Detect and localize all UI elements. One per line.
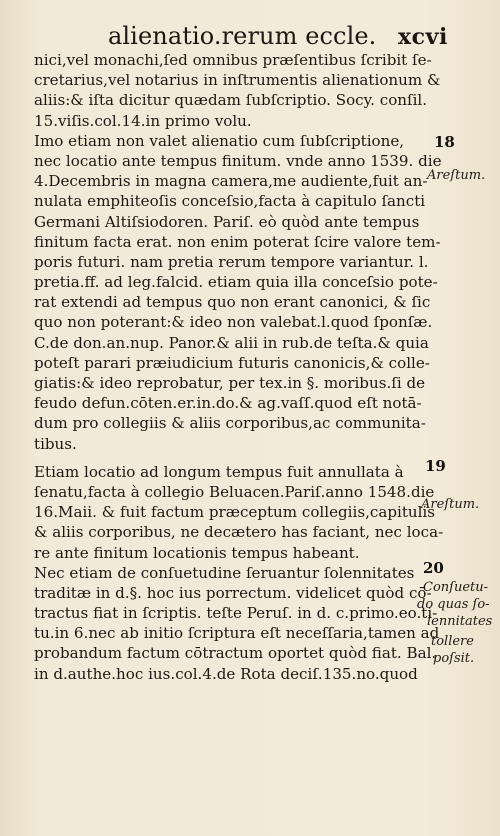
text-line: tu.in 6.nec ab initio ſcriptura eſt neceſſaria,tamen ad <box>34 624 440 643</box>
margin-note: Areſtum. <box>427 168 486 183</box>
margin-note: do quas ſo- <box>417 597 490 612</box>
text-line: 16.Maii. & fuit factum præceptum collegiis,capitulis <box>34 503 436 522</box>
margin-note: Areſtum. <box>421 497 480 512</box>
text-line: nulata emphiteoſis conceſsio,facta à capitulo ſancti <box>34 192 426 211</box>
margin-note-number: 20 <box>423 559 444 577</box>
text-line: C.de don.an.nup. Panor.& alii in rub.de teſta.& quia <box>34 333 429 352</box>
text-line: nec locatio ante tempus finitum. vnde anno 1539. die <box>34 151 442 170</box>
text-line: feudo defun.cōten.er.in.do.& ag.vaſſ.quod eſt notā- <box>34 394 422 413</box>
text-line: rat extendi ad tempus quo non erant canonici, & ſic <box>34 293 431 312</box>
text-line: giatis:& ideo reprobatur, per tex.in §. moribus.ſi de <box>34 374 426 392</box>
margin-note: Conſuetu- <box>423 580 489 595</box>
text-line: finitum facta erat. non enim poterat ſcire valore tem- <box>34 232 441 251</box>
text-line: 15.viſis.col.14.in primo volu. <box>34 111 252 130</box>
text-line: in d.authe.hoc ius.col.4.de Rota deciſ.135.no.quod <box>34 664 418 683</box>
text-line: quo non poterant:& ideo non valebat.l.quod ſponſæ. <box>34 313 433 332</box>
margin-note: lennitates <box>427 614 493 629</box>
paragraph-gap <box>34 454 426 462</box>
text-line: re ante finitum locationis tempus habeant. <box>34 543 360 562</box>
text-line: poteſt parari præiudicium futuris canonicis,& colle- <box>34 353 430 372</box>
text-line: Etiam locatio ad longum tempus fuit annullata à <box>34 462 404 481</box>
text-line: poris futuri. nam pretia rerum tempore variantur. l. <box>34 252 429 271</box>
running-head: alienatio.rerum eccle. <box>108 22 377 50</box>
text-line: aliis:& iſta dicitur quædam ſubſcriptio. Socy. conſil. <box>34 91 428 110</box>
margin-note: poſsit. <box>433 651 475 666</box>
text-line: tibus. <box>34 434 77 453</box>
text-line: pretia.ff. ad leg.falcid. etiam quia illa conceſsio pote- <box>34 273 438 292</box>
text-line: Imo etiam non valet alienatio cum ſubſcriptione, <box>34 131 405 150</box>
margin-note-number: 18 <box>434 133 455 151</box>
text-line: ſenatu,facta à collegio Beluacen.Pariſ.anno 1548.die <box>34 482 435 501</box>
text-line: 4.Decembris in magna camera,me audiente,fuit an- <box>34 172 428 191</box>
text-line: tractus fiat in ſcriptis. teſte Peruſ. in d. c.primo.eo.ti- <box>34 604 438 623</box>
margin-note: tollere <box>431 634 474 649</box>
text-line: traditæ in d.§. hoc ius porrectum. videlicet quòd cō- <box>34 583 432 602</box>
folio-number: xcvi <box>397 24 448 50</box>
text-line: Germani Altiſsiodoren. Pariſ. eò quòd ante tempus <box>34 212 420 231</box>
text-line: & aliis corporibus, ne decætero has faciant, nec loca- <box>34 523 444 542</box>
text-line: nici,vel monachi,ſed omnibus præſentibus ſcribit ſe- <box>34 51 432 69</box>
margin-note-number: 19 <box>425 457 446 475</box>
text-line: cretarius,vel notarius in inſtrumentis alienationum & <box>34 71 441 90</box>
page-header <box>108 22 448 52</box>
text-line: Nec etiam de conſuetudine ſeruantur ſolennitates <box>34 563 415 582</box>
text-line: dum pro collegiis & aliis corporibus,ac communita- <box>34 414 426 433</box>
text-line: probandum factum cōtractum oportet quòd fiat. Bal. <box>34 644 437 663</box>
